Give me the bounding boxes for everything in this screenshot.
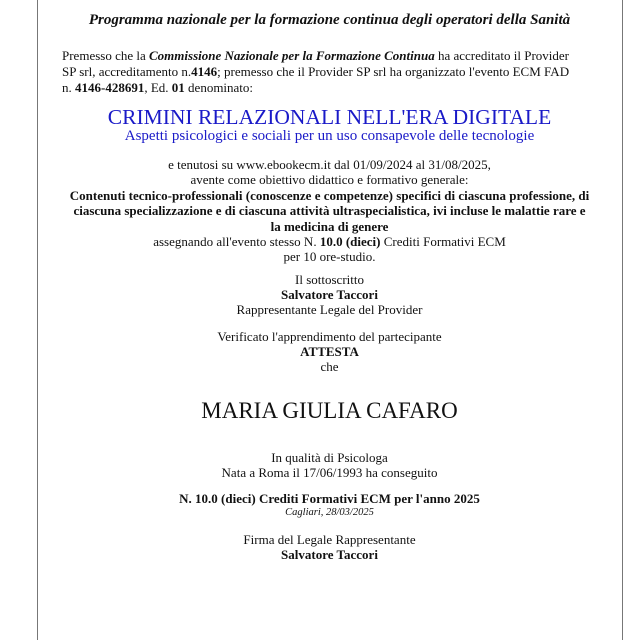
signatory-role: Rappresentante Legale del Provider	[236, 302, 423, 317]
objective-line: ciascuna specializzazione e di ciascuna attività ultraspecialistica, ivi incluse le malattie rare e	[73, 203, 586, 219]
text: Premesso che la	[62, 48, 150, 63]
right-border	[622, 0, 623, 640]
text: Crediti Formativi ECM	[380, 234, 506, 250]
award-block	[37, 491, 622, 519]
program-header: Programma nazionale per la formazione continua degli operatori della Sanità	[88, 12, 571, 28]
place-date: Cagliari, 28/03/2025	[285, 507, 374, 518]
course-details	[37, 157, 622, 265]
attestation-block	[37, 329, 622, 374]
text: , Ed.	[144, 80, 172, 95]
credits-value: 10.0 (dieci)	[319, 234, 381, 250]
objective-line: Contenuti tecnico-professionali (conoscenze e competenze) specifici di ciascuna professione, di	[69, 187, 590, 203]
attesta-text: ATTESTA	[300, 344, 359, 359]
intro-paragraph	[62, 48, 602, 96]
signature-label: Firma del Legale Rappresentante	[243, 532, 416, 547]
verified-text: Verificato l'apprendimento del partecipante	[217, 329, 442, 344]
signatory-name: Salvatore Taccori	[281, 287, 378, 302]
text: ha accreditato il Provider	[434, 48, 569, 63]
text: ; premesso che il Provider SP srl ha organizzato l'evento ECM FAD	[217, 64, 570, 79]
signature-name: Salvatore Taccori	[281, 547, 378, 562]
awarded-credits: N. 10.0 (dieci) Crediti Formativi ECM per l'anno 2025	[179, 491, 480, 506]
text: assegnando all'evento stesso N.	[153, 234, 320, 250]
text: n.	[62, 80, 75, 95]
birth-info: Nata a Roma il 17/06/1993 ha conseguito	[221, 465, 438, 480]
text: SP srl, accreditamento n.	[62, 64, 192, 79]
objective-label: avente come obiettivo didattico e formativo generale:	[190, 172, 469, 188]
edition: 01	[171, 80, 185, 95]
qualification: In qualità di Psicologa	[271, 450, 388, 465]
hours-line: per 10 ore-studio.	[283, 249, 376, 265]
participant-info	[37, 450, 622, 480]
signatory-label: Il sottoscritto	[295, 272, 364, 287]
event-number: 4146-428691	[75, 80, 145, 95]
objective-line: la medicina di genere	[270, 218, 389, 234]
signature-block	[37, 532, 622, 562]
che-text: che	[320, 359, 339, 374]
accreditation-number: 4146	[191, 64, 218, 79]
participant-name: MARIA GIULIA CAFARO	[201, 398, 458, 423]
course-subtitle: Aspetti psicologici e sociali per un uso consapevole delle tecnologie	[124, 128, 535, 144]
text: denominato:	[184, 80, 254, 95]
course-title: CRIMINI RELAZIONALI NELL'ERA DIGITALE	[107, 105, 552, 129]
commission-name: Commissione Nazionale per la Formazione Continua	[149, 48, 435, 63]
dates-line: e tenutosi su www.ebookecm.it dal 01/09/2024 al 31/08/2025,	[168, 157, 491, 172]
signatory-block	[37, 272, 622, 317]
